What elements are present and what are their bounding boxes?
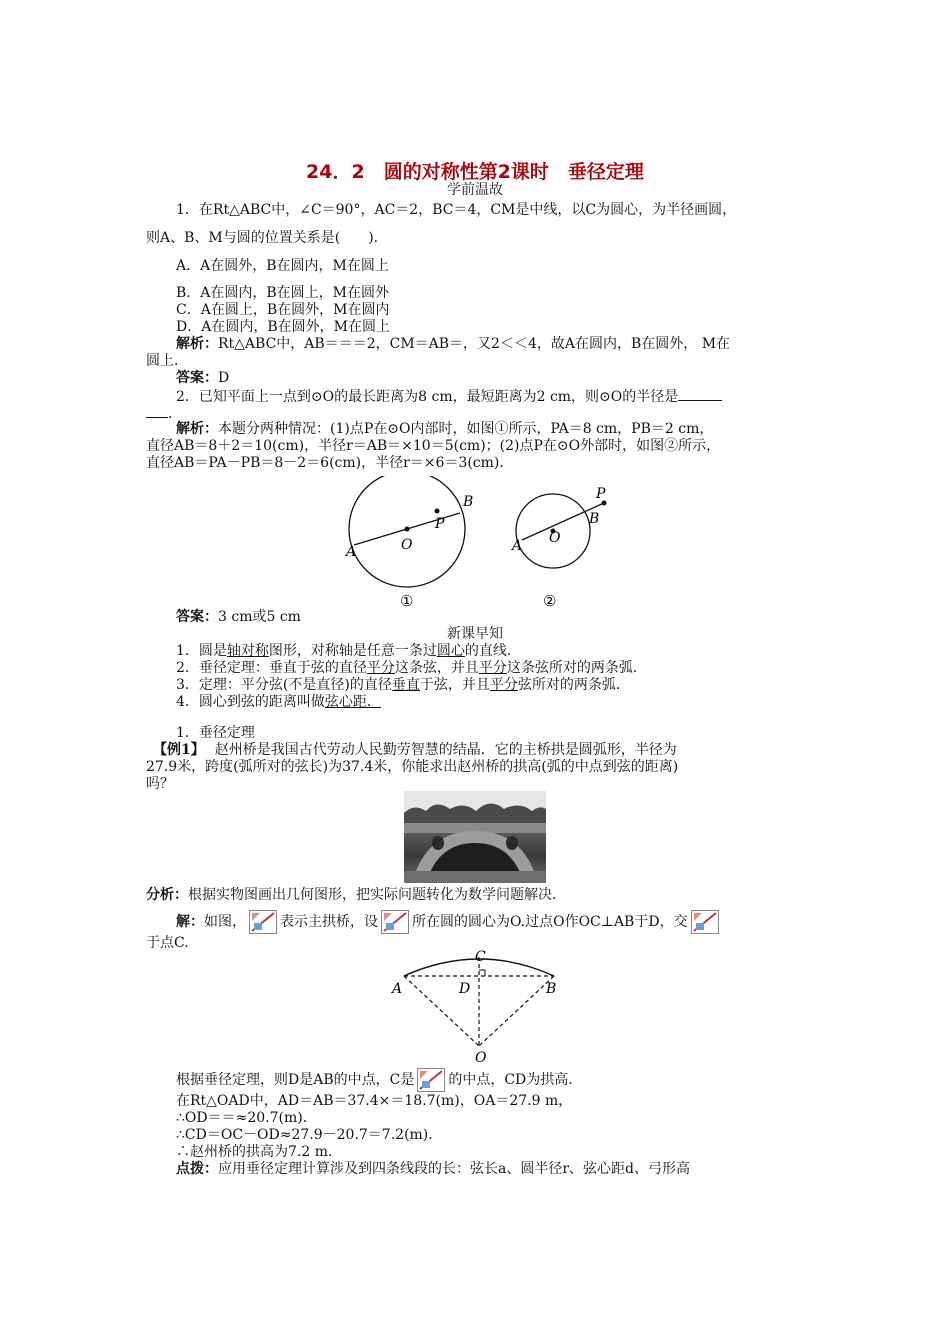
new-item-4 — [176, 693, 381, 711]
new-item-1 — [176, 642, 521, 660]
broken-image-icon — [418, 1069, 444, 1091]
new-item-2-u1: 平分 — [366, 660, 395, 676]
example1-analysis-label: 分析： — [146, 887, 188, 903]
new-item-2 — [176, 659, 647, 677]
segment-ob — [479, 976, 557, 1046]
example1-analysis — [146, 886, 566, 904]
zhaozhou-bridge-photo — [404, 791, 546, 883]
photo-small-arch-right — [506, 836, 518, 850]
q1-answer-value: D — [218, 370, 230, 386]
new-item-2-pre: 2．垂径定理：垂直于弦的直径 — [176, 660, 367, 676]
topic-heading: 1．垂径定理 — [176, 725, 255, 741]
example1-tip — [176, 1160, 690, 1178]
q2-question-text: 2．已知平面上一点到⊙O的最长距离为8 cm，最短距离为2 cm，则⊙O的半径是 — [176, 389, 679, 405]
figure-1-center-point — [405, 527, 410, 532]
solution-step2: 在Rt△OAD中，AD＝AB＝37.4×＝18.7(m)，OA＝27.9 m， — [176, 1093, 573, 1109]
photo-small-arch-left — [432, 836, 444, 850]
new-item-3-u2: 平分 — [489, 677, 518, 693]
q1-analysis-line2: 圆上． — [146, 353, 188, 369]
new-item-2-u2: 平分 — [478, 660, 507, 676]
photo-water — [404, 871, 546, 883]
figure-2-label-o: O — [549, 530, 561, 546]
figure-2-label-a: A — [512, 538, 523, 554]
q2-analysis — [176, 420, 713, 438]
q2-line2-end: ． — [168, 406, 182, 422]
solution-part1: 如图， — [204, 914, 246, 930]
q2-answer-value: 3 cm或5 cm — [218, 609, 301, 625]
right-angle-mark — [479, 970, 485, 976]
figure-1-point-p — [435, 509, 440, 514]
new-item-1-u1: 轴对称 — [226, 643, 269, 659]
example1-line2: 27.9米，跨度(弧所对的弦长)为37.4米，你能求出赵州桥的拱高(弧的中点到弦的距离) — [146, 759, 679, 775]
q2-answer — [176, 608, 301, 626]
new-item-3 — [176, 676, 630, 694]
example1-solution-line1 — [176, 910, 722, 934]
solution-step5: ∴赵州桥的拱高为7.2 m． — [176, 1144, 342, 1160]
q2-analysis-line3: 直径AB＝PA－PB＝8－2＝6(cm)，半径r＝×6＝3(cm)． — [146, 455, 514, 471]
new-item-4-pre: 4．圆心到弦的距离叫做 — [176, 694, 325, 710]
bridge-photo-drawing — [404, 791, 546, 883]
new-item-3-post: 弦所对的两条弧． — [517, 677, 630, 693]
q2-answer-blank-cont — [146, 403, 168, 418]
section-heading-new: 新课早知 — [447, 626, 503, 642]
arc-ab-image-icon-4 — [417, 1068, 445, 1092]
new-item-3-u1: 垂直 — [391, 677, 420, 693]
figure-2-label-b: B — [589, 511, 600, 527]
q1-analysis — [176, 335, 730, 353]
new-item-3-pre: 3．定理：平分弦(不是直径)的直径 — [176, 677, 392, 693]
q2-line1 — [176, 386, 722, 406]
figure-1-caption: ① — [400, 592, 414, 610]
q1-line2: 则A、B、M与圆的位置关系是( )． — [146, 230, 388, 246]
example1-solution-label: 解： — [176, 914, 204, 930]
example1-label: 【例1】 — [153, 742, 205, 758]
circle-figures — [330, 476, 630, 610]
q2-analysis-text: 本题分两种情况：(1)点P在⊙O内部时，如图①所示，PA＝8 cm，PB＝2 cm， — [218, 421, 714, 437]
solution-part3: 所在圆的圆心为O.过点O作OC⊥AB于D，交 — [412, 914, 688, 930]
step1-pre: 根据垂径定理，则D是AB的中点，C是 — [176, 1072, 415, 1088]
page-title: 24．2 圆的对称性第2课时 垂径定理 — [306, 161, 644, 183]
section-heading-review: 学前温故 — [447, 182, 503, 198]
example1-line3: 吗？ — [146, 776, 174, 792]
figure-1 — [344, 476, 473, 610]
broken-image-icon — [250, 911, 276, 933]
solution-step1 — [176, 1068, 582, 1092]
arch-label-d: D — [459, 981, 471, 997]
new-item-2-post: 这条弦所对的两条弧． — [506, 660, 647, 676]
figure-2-label-p: P — [596, 486, 606, 502]
arch-label-c: C — [475, 949, 486, 965]
arch-label-b: B — [546, 981, 557, 997]
q2-answer-label: 答案： — [176, 609, 218, 625]
new-item-2-mid: 这条弦，并且 — [394, 660, 479, 676]
q1-answer — [176, 369, 229, 387]
new-item-1-post: 的直线． — [464, 643, 521, 659]
new-item-1-u2: 圆心 — [436, 643, 465, 659]
q1-option-b: B．A在圆内，B在圆上，M在圆外 — [176, 285, 390, 301]
solution-part2: 表示主拱桥，设 — [280, 914, 378, 930]
figure-2 — [510, 486, 607, 610]
arch-geometry-figure — [385, 944, 570, 1064]
figure-1-label-a: A — [346, 544, 357, 560]
solution-step4: ∴CD＝OC－OD≈27.9－20.7＝7.2(m)． — [176, 1127, 443, 1143]
example1-analysis-text: 根据实物图画出几何图形，把实际问题转化为数学问题解决． — [188, 887, 566, 903]
arch-label-o: O — [475, 1050, 487, 1064]
new-item-4-u: 弦心距． — [324, 694, 381, 710]
example1-solution-line2: 于点C. — [146, 935, 189, 951]
q2-analysis-line2: 直径AB＝8＋2＝10(cm)，半径r＝AB＝×10＝5(cm)；(2)点P在⊙O外部时，如图②所示， — [146, 438, 721, 454]
q1-analysis-text: Rt△ABC中，AB＝＝＝2，CM＝AB＝，又2＜＜4，故A在圆内，B在圆外， M在 — [218, 336, 731, 352]
solution-step3: ∴OD＝＝≈20.7(m)． — [176, 1110, 317, 1126]
figure-1-label-p: P — [435, 516, 445, 532]
arc-ab-image-icon-2 — [381, 910, 409, 934]
q1-answer-label: 答案： — [176, 370, 218, 386]
arc-ab-image-icon-3 — [691, 910, 719, 934]
tip-label: 点拨： — [176, 1161, 218, 1177]
step1-post: 的中点，CD为拱高． — [448, 1072, 583, 1088]
q1-option-d: D．A在圆内，B在圆外，M在圆上 — [176, 319, 390, 335]
figure-1-label-o: O — [401, 537, 413, 553]
q1-option-a: A．A在圆外，B在圆内，M在圆上 — [176, 258, 389, 274]
arch-label-a: A — [392, 981, 403, 997]
tip-text: 应用垂径定理计算涉及到四条线段的长：弦长a、圆半径r、弦心距d、弓形高 — [218, 1161, 690, 1177]
new-item-1-mid: 图形，对称轴是任意一条过 — [268, 643, 437, 659]
broken-image-icon — [382, 911, 408, 933]
example1-text: 赵州桥是我国古代劳动人民勤劳智慧的结晶．它的主桥拱是圆弧形，半径为 — [214, 742, 677, 758]
q1-analysis-label: 解析： — [176, 336, 218, 352]
figure-2-caption: ② — [543, 592, 557, 610]
q2-analysis-label: 解析： — [176, 421, 218, 437]
q2-answer-blank — [678, 386, 722, 401]
example1-line1 — [153, 741, 677, 759]
q1-line1: 1．在Rt△ABC中，∠C＝90°，AC＝2，BC＝4，CM是中线，以C为圆心，为半径画圆， — [176, 202, 737, 218]
figure-1-label-b: B — [463, 494, 474, 510]
arc-ab-image-icon — [249, 910, 277, 934]
new-item-1-pre: 1．圆是 — [176, 643, 227, 659]
new-item-3-mid: 于弦，并且 — [419, 677, 490, 693]
broken-image-icon — [692, 911, 718, 933]
q1-option-c: C．A在圆上，B在圆外，M在圆内 — [176, 302, 390, 318]
